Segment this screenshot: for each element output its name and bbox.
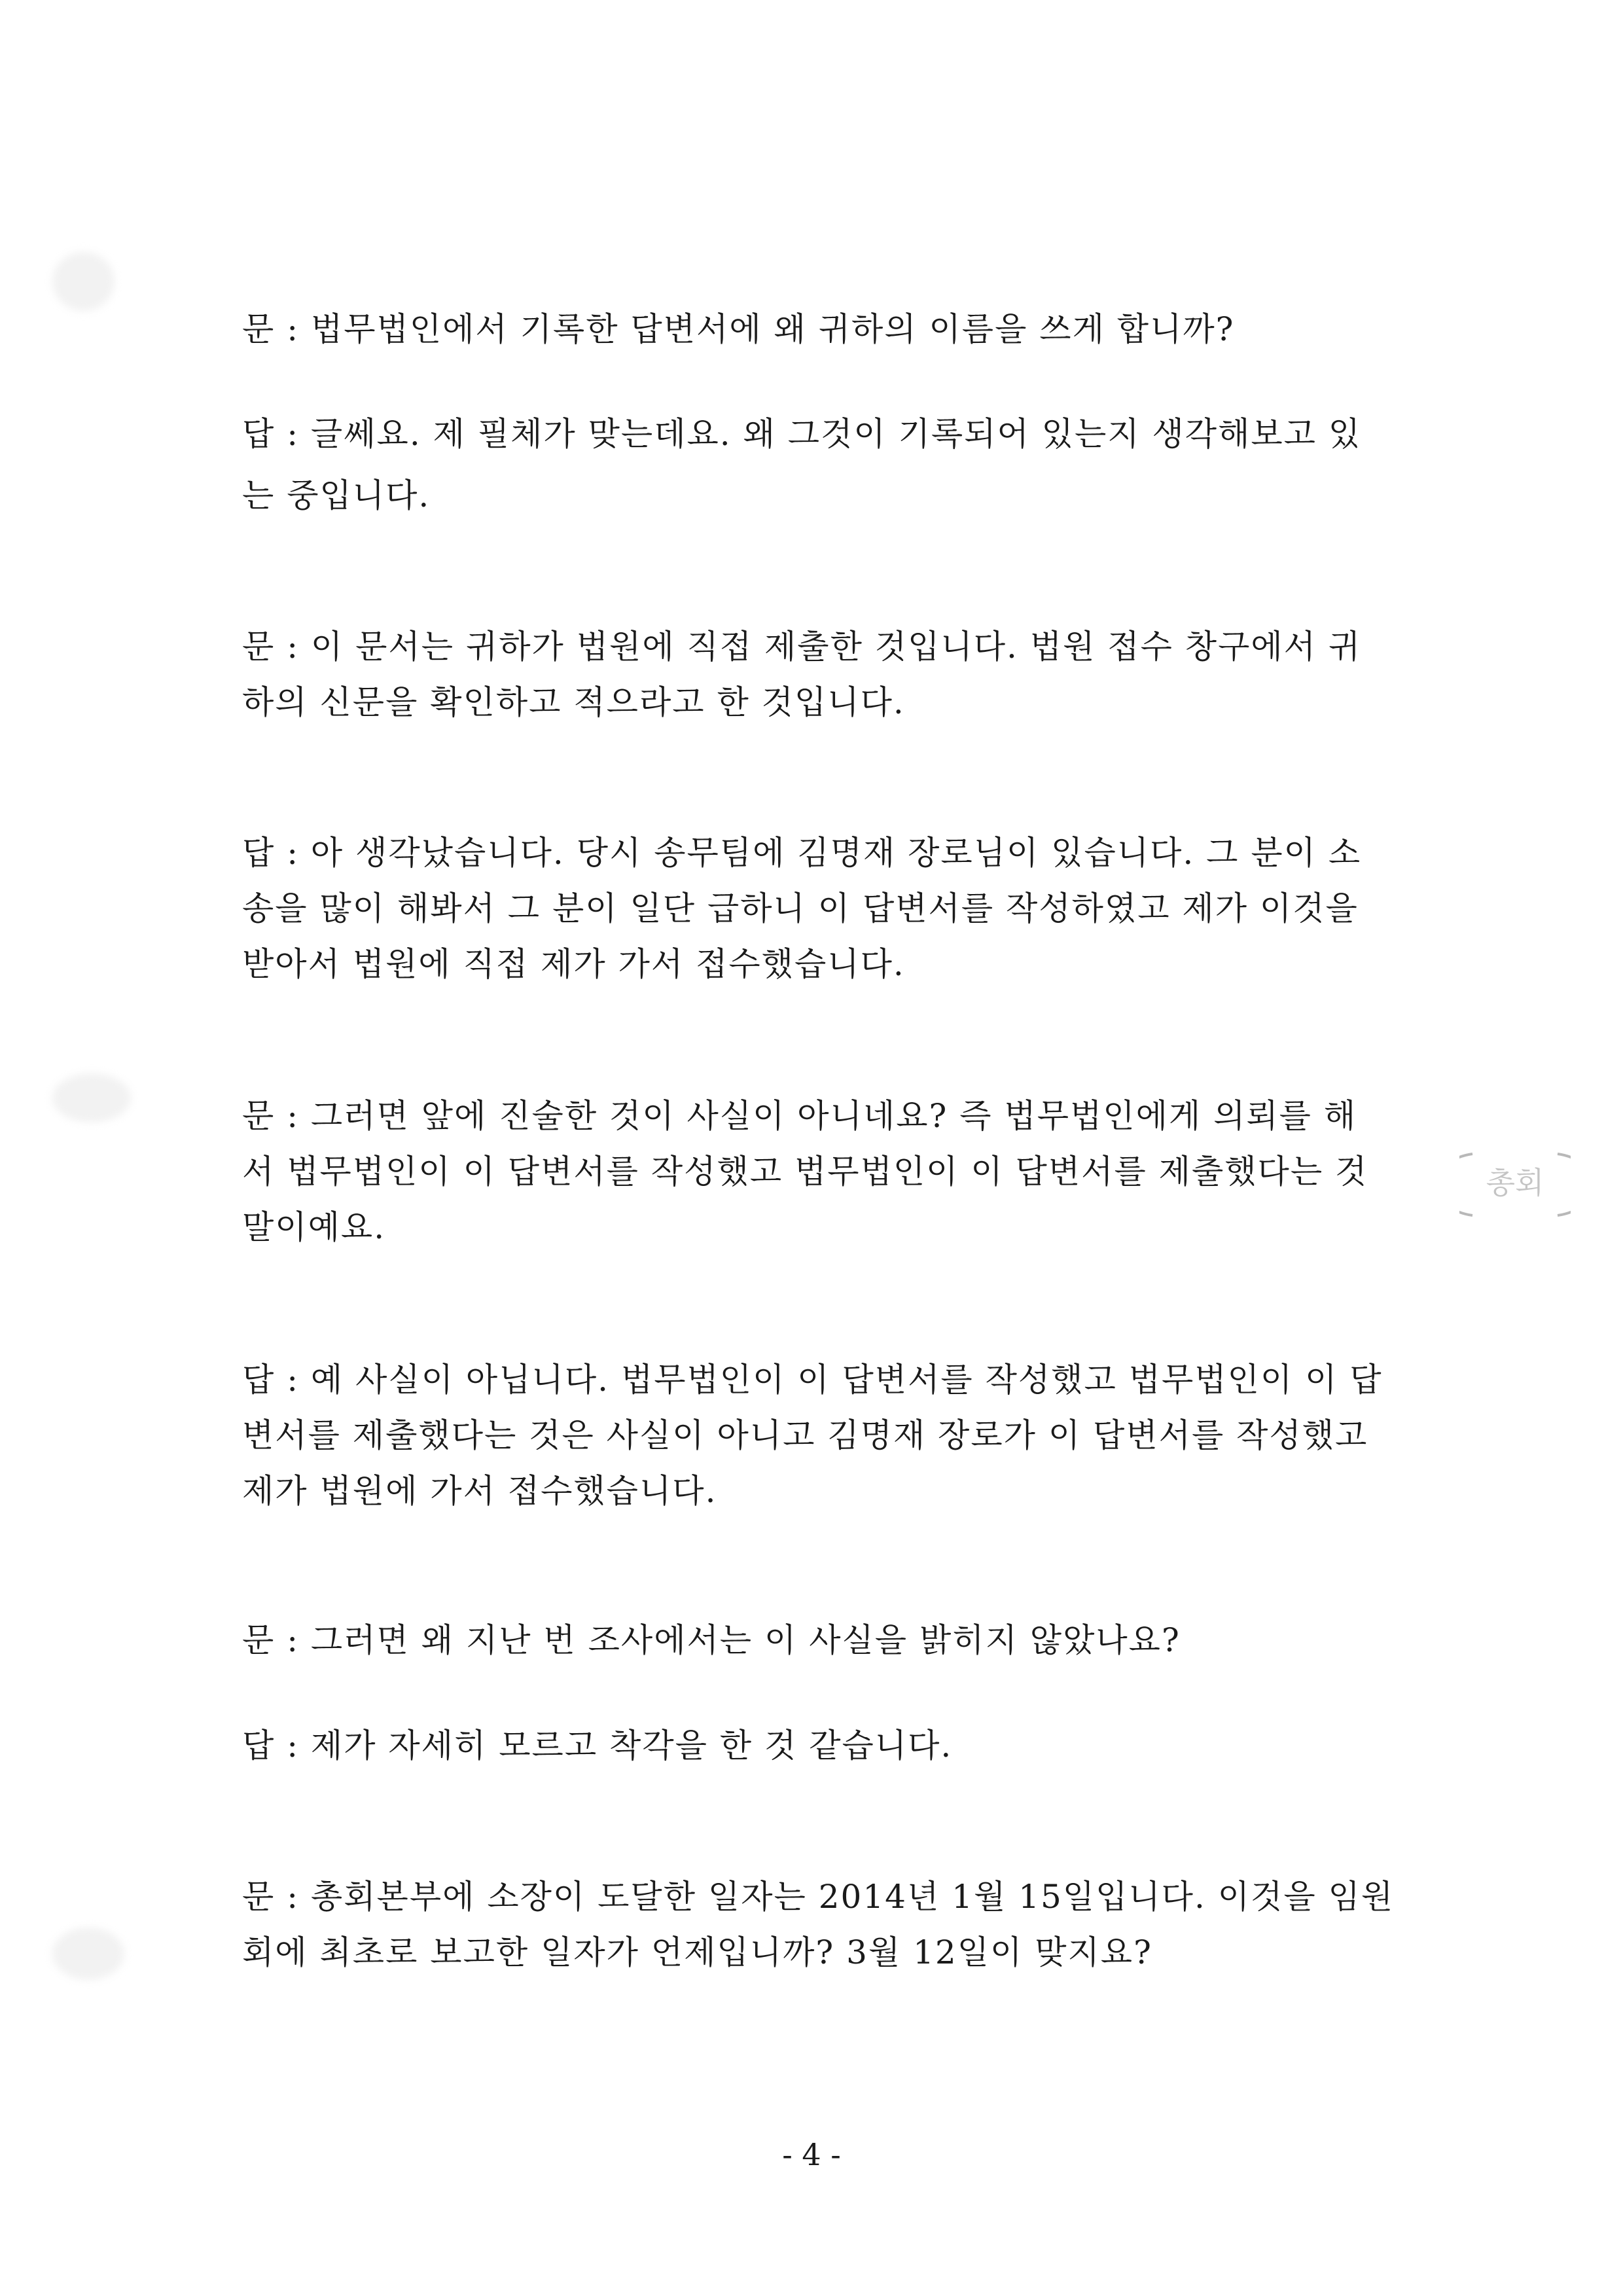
seal-stamp (1459, 1149, 1571, 1221)
answer-line: 답 : 제가 자세히 모르고 착각을 한 것 같습니다. (242, 1727, 953, 1765)
question-line: 하의 신문을 확인하고 적으라고 한 것입니다. (242, 683, 905, 721)
question-line: 회에 최초로 보고한 일자가 언제입니까? 3월 12일이 맞지요? (242, 1933, 1152, 1971)
question-line: 문 : 그러면 왜 지난 번 조사에서는 이 사실을 밝히지 않았나요? (242, 1621, 1181, 1659)
answer-line: 받아서 법원에 직접 제가 가서 접수했습니다. (242, 945, 905, 983)
question-line: 문 : 법무법인에서 기록한 답변서에 왜 귀하의 이름을 쓰게 합니까? (242, 310, 1235, 348)
question-line: 서 법무법인이 이 답변서를 작성했고 법무법인이 이 답변서를 제출했다는 것 (242, 1153, 1368, 1191)
question-line: 문 : 이 문서는 귀하가 법원에 직접 제출한 것입니다. 법원 접수 창구에서 귀 (242, 628, 1362, 666)
answer-line: 답 : 예 사실이 아닙니다. 법무법인이 이 답변서를 작성했고 법무법인이 이 답 (242, 1361, 1383, 1399)
question-line: 문 : 총회본부에 소장이 도달한 일자는 2014년 1월 15일입니다. 이것을 임원 (242, 1878, 1395, 1916)
answer-line: 변서를 제출했다는 것은 사실이 아니고 김명재 장로가 이 답변서를 작성했고 (242, 1416, 1368, 1454)
question-line: 문 : 그러면 앞에 진술한 것이 사실이 아니네요? 즉 법무법인에게 의뢰를 해 (242, 1097, 1357, 1135)
answer-line: 는 중입니다. (242, 476, 431, 514)
question-line: 말이예요. (242, 1208, 386, 1246)
answer-line: 답 : 글쎄요. 제 필체가 맞는데요. 왜 그것이 기록되어 있는지 생각해보고 있 (242, 415, 1362, 453)
answer-line: 송을 많이 해봐서 그 분이 일단 급하니 이 답변서를 작성하였고 제가 이것을 (242, 889, 1359, 927)
page-number: - 4 - (782, 2137, 841, 2172)
scan-smudge (52, 1928, 124, 1980)
scan-smudge (52, 1073, 131, 1122)
scan-smudge (52, 252, 115, 311)
seal-text: 총회 (1486, 1165, 1544, 1200)
answer-line: 답 : 아 생각났습니다. 당시 송무팀에 김명재 장로님이 있습니다. 그 분이 소 (242, 834, 1362, 872)
answer-line: 제가 법원에 가서 접수했습니다. (242, 1472, 717, 1510)
